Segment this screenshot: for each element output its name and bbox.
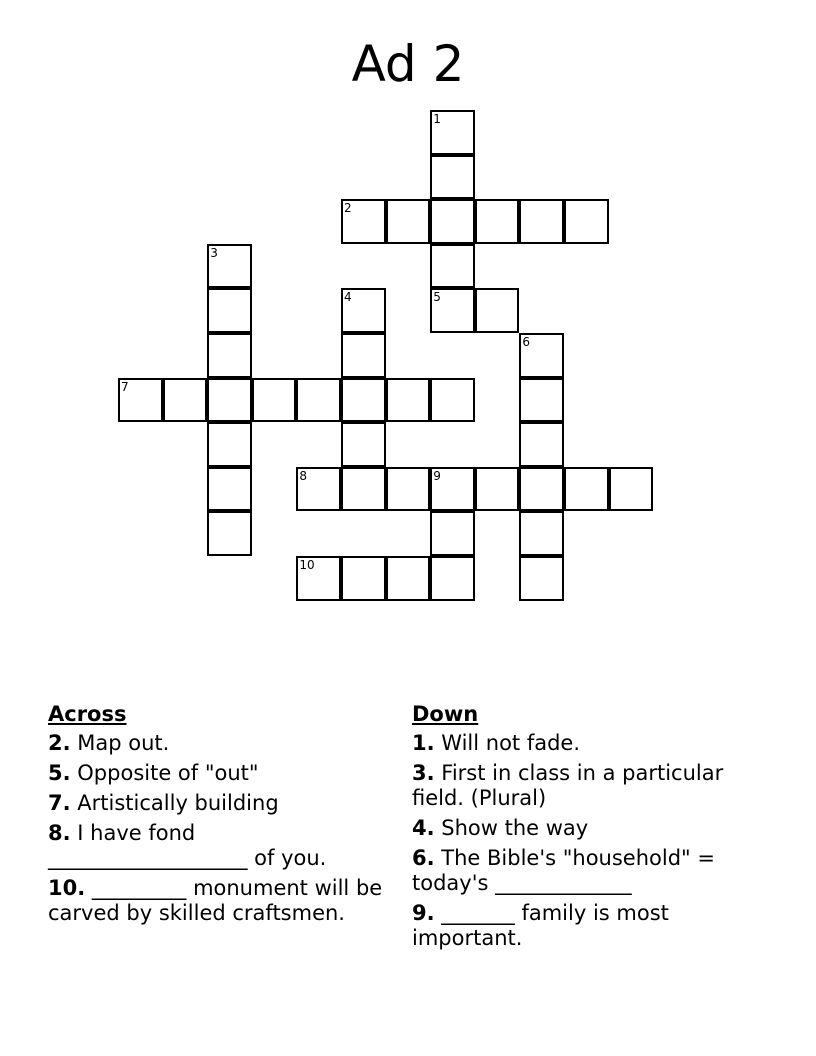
down-clue-1 bbox=[412, 731, 752, 756]
grid-cell bbox=[430, 110, 475, 155]
grid-cell bbox=[475, 199, 520, 244]
grid-cell bbox=[386, 467, 431, 512]
grid-cell bbox=[341, 288, 386, 333]
grid-cell bbox=[163, 378, 208, 423]
grid-cell bbox=[386, 556, 431, 601]
clue-text: I have fond ___________________ of you. bbox=[48, 821, 327, 870]
cell-number: 4 bbox=[344, 290, 352, 305]
grid-cell bbox=[430, 378, 475, 423]
across-clue-5 bbox=[48, 761, 398, 786]
grid-cell bbox=[296, 467, 341, 512]
clue-text: Map out. bbox=[77, 731, 170, 755]
grid-cell bbox=[475, 288, 520, 333]
grid-cell bbox=[519, 199, 564, 244]
across-heading: Across bbox=[48, 702, 127, 726]
grid-cell bbox=[296, 556, 341, 601]
grid-cell bbox=[386, 378, 431, 423]
down-clues bbox=[412, 702, 752, 956]
clue-number: 2. bbox=[48, 731, 71, 755]
clue-text: Show the way bbox=[441, 816, 589, 840]
grid-cell bbox=[341, 333, 386, 378]
grid-cell bbox=[519, 556, 564, 601]
puzzle-title: Ad 2 bbox=[351, 35, 465, 93]
grid-cell bbox=[564, 467, 609, 512]
down-heading: Down bbox=[412, 702, 479, 726]
grid-cell bbox=[207, 333, 252, 378]
grid-cell bbox=[386, 199, 431, 244]
grid-cell bbox=[207, 378, 252, 423]
grid-cell bbox=[519, 467, 564, 512]
clue-text: The Bible's "household" = today's _____________ bbox=[412, 846, 715, 895]
down-clue-4 bbox=[412, 816, 752, 841]
grid-cell bbox=[341, 467, 386, 512]
cell-number: 2 bbox=[344, 201, 352, 216]
clue-number: 9. bbox=[412, 901, 435, 925]
grid-cell bbox=[341, 378, 386, 423]
across-clue-2 bbox=[48, 731, 398, 756]
grid-cell bbox=[252, 378, 297, 423]
cell-number: 1 bbox=[433, 112, 441, 126]
grid-cell bbox=[430, 155, 475, 200]
grid-cell bbox=[207, 422, 252, 467]
grid-cell bbox=[519, 378, 564, 423]
down-clue-6 bbox=[412, 846, 752, 896]
clue-text: Artistically building bbox=[77, 791, 279, 815]
grid-cell bbox=[207, 467, 252, 512]
clue-number: 8. bbox=[48, 821, 71, 845]
grid-cell bbox=[475, 467, 520, 512]
grid-cell bbox=[207, 288, 252, 333]
grid-cell bbox=[519, 422, 564, 467]
cell-number: 3 bbox=[210, 245, 218, 260]
grid-cell bbox=[430, 244, 475, 289]
grid-cell bbox=[519, 511, 564, 556]
cell-number: 7 bbox=[121, 379, 129, 394]
cell-number: 9 bbox=[433, 468, 441, 483]
across-clue-8 bbox=[48, 821, 398, 871]
grid-cell bbox=[296, 378, 341, 423]
grid-cell bbox=[430, 199, 475, 244]
across-clue-7 bbox=[48, 791, 398, 816]
across-clues bbox=[48, 702, 398, 931]
grid-cell bbox=[207, 244, 252, 289]
grid-cell bbox=[430, 467, 475, 512]
grid-cell bbox=[609, 467, 654, 512]
clue-text: First in class in a particular field. (Plural) bbox=[412, 761, 724, 810]
grid-cell bbox=[341, 422, 386, 467]
clue-number: 6. bbox=[412, 846, 435, 870]
clue-text: _______ family is most important. bbox=[412, 901, 669, 950]
clue-number: 1. bbox=[412, 731, 435, 755]
clue-text: Opposite of "out" bbox=[77, 761, 259, 785]
grid-cell bbox=[430, 511, 475, 556]
clue-number: 4. bbox=[412, 816, 435, 840]
clue-text: _________ monument will be carved by skilled craftsmen. bbox=[48, 876, 383, 925]
down-clue-9 bbox=[412, 901, 752, 951]
cell-number: 8 bbox=[299, 468, 308, 483]
cell-number: 6 bbox=[522, 335, 531, 349]
clue-text: Will not fade. bbox=[441, 731, 581, 755]
grid-cell bbox=[207, 511, 252, 556]
grid-cell bbox=[519, 333, 564, 378]
down-clue-3 bbox=[412, 761, 752, 811]
across-clue-10 bbox=[48, 876, 398, 926]
grid-cell bbox=[430, 556, 475, 601]
clue-number: 7. bbox=[48, 791, 71, 815]
grid-cell bbox=[564, 199, 609, 244]
grid-cell bbox=[341, 556, 386, 601]
clue-number: 3. bbox=[412, 761, 435, 785]
grid-cell bbox=[341, 199, 386, 244]
clue-number: 10. bbox=[48, 876, 86, 900]
cell-number: 5 bbox=[433, 290, 441, 305]
grid-cell bbox=[118, 378, 163, 423]
grid-cell bbox=[430, 288, 475, 333]
clue-number: 5. bbox=[48, 761, 71, 785]
cell-number: 10 bbox=[299, 558, 315, 572]
